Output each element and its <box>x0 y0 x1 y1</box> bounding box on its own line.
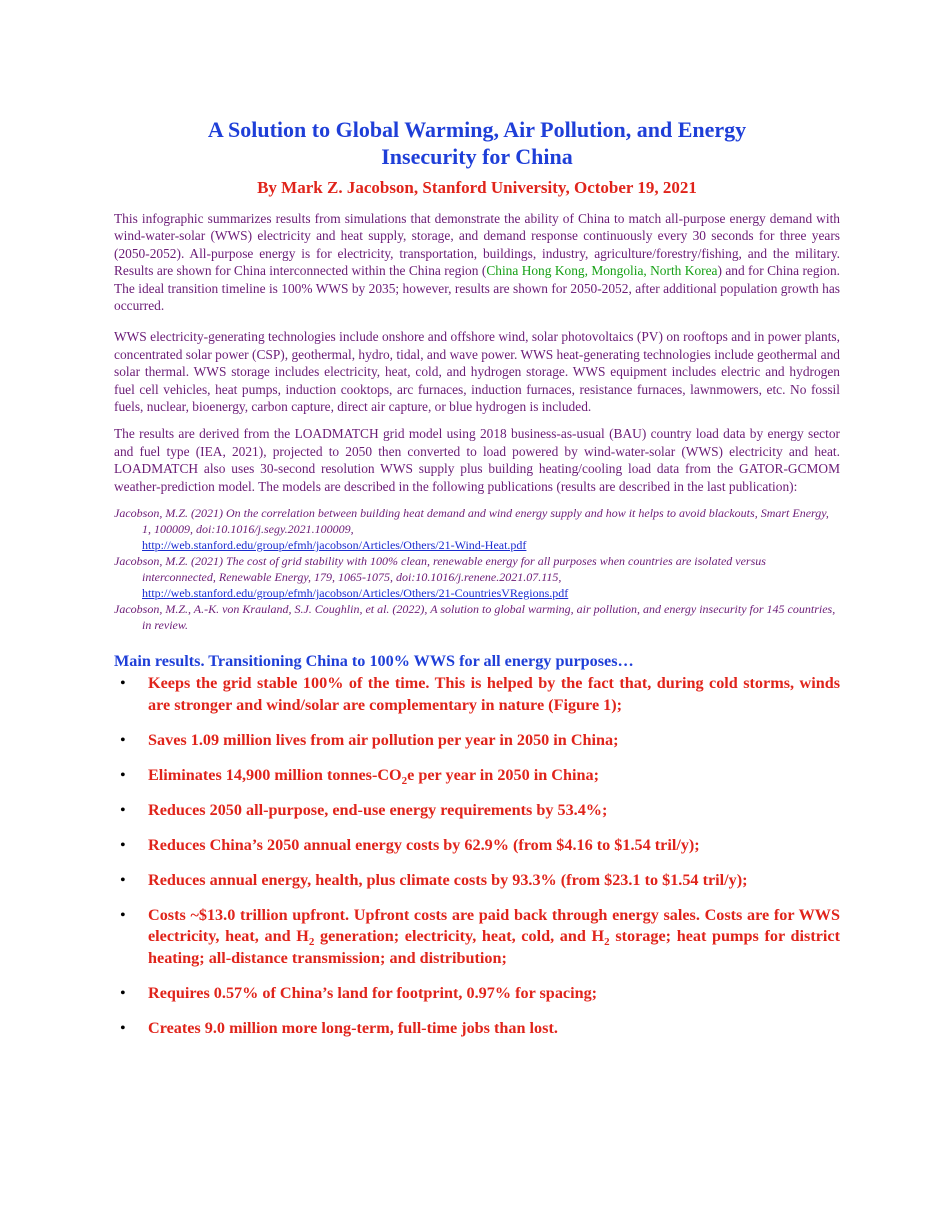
result-item <box>114 673 840 716</box>
result-text: Requires 0.57% of China’s land for footprint, 0.97% for spacing; <box>148 983 598 1002</box>
reference-text: Jacobson, M.Z. (2021) The cost of grid stability with 100% clean, renewable energy for all purposes when countries are isolated versus interconnected, Renewable Energy, 179, 1065-1075, doi:10.1016/j.renene.2021.07.115, <box>114 554 766 585</box>
bullet-icon: • <box>120 730 126 749</box>
intro-paragraph <box>114 210 840 314</box>
results-list <box>114 673 840 1039</box>
bullet-icon: • <box>120 1018 126 1037</box>
byline: By Mark Z. Jacobson, Stanford University, October 19, 2021 <box>257 178 697 197</box>
result-text: Keeps the grid stable 100% of the time. This is helped by the fact that, during cold storms, winds are stronger and wind/solar are complementary in nature (Figure 1); <box>148 674 840 714</box>
reference-link[interactable]: http://web.stanford.edu/group/efmh/jacobson/Articles/Others/21-Wind-Heat.pdf <box>142 538 527 553</box>
reference-item <box>114 553 840 601</box>
bullet-icon: • <box>120 674 126 693</box>
bullet-icon: • <box>120 983 126 1002</box>
result-item <box>114 730 840 752</box>
result-text: Reduces annual energy, health, plus climate costs by 93.3% (from $23.1 to $1.54 tril/y); <box>148 870 748 889</box>
subscript-2: 2 <box>308 936 315 949</box>
title-line-2: Insecurity for China <box>381 144 573 169</box>
result-text: Reduces 2050 all-purpose, end-use energy requirements by 53.4%; <box>148 800 608 819</box>
result-text: Reduces China’s 2050 annual energy costs by 62.9% (from $4.16 to $1.54 tril/y); <box>148 835 700 854</box>
result-text: Creates 9.0 million more long-term, full-time jobs than lost. <box>148 1018 558 1037</box>
methods-paragraph: The results are derived from the LOADMATCH grid model using 2018 business-as-usual (BAU) country load data by energy sector and fuel type (IEA, 2021), projected to 2050 then converted to load powered by wind-water-solar (WWS) electricity and heat. LOADMATCH also uses 30-second resolution WWS supply plus building heating/cooling load data from the GATOR-GCMOM weather-prediction model. The models are described in the following publications (results are described in the last publication): <box>114 426 840 494</box>
reference-item <box>114 505 840 553</box>
bullet-icon: • <box>120 905 126 924</box>
result-text: Eliminates 14,900 million tonnes-CO <box>148 765 402 784</box>
result-item <box>114 905 840 970</box>
bullet-icon: • <box>120 835 126 854</box>
references-list <box>114 505 840 633</box>
subscript-2: 2 <box>401 774 408 787</box>
intro-highlight-regions: China Hong Kong, Mongolia, North Korea <box>486 263 718 279</box>
page-title <box>114 116 840 170</box>
result-text-cont: generation; electricity, heat, cold, and H <box>314 927 605 946</box>
result-text: Costs ~$13.0 trillion upfront. Upfront costs are paid back through energy sales. Costs are for WWS electricity, heat, and H <box>148 905 840 946</box>
result-item <box>114 983 840 1005</box>
result-item <box>114 800 840 822</box>
bullet-icon: • <box>120 765 126 784</box>
title-line-1: A Solution to Global Warming, Air Pollution, and Energy <box>207 117 747 142</box>
reference-text: Jacobson, M.Z. (2021) On the correlation between building heat demand and wind energy supply and how it helps to avoid blackouts, Smart Energy, 1, 100009, doi:10.1016/j.segy.2021.100009, <box>114 506 829 537</box>
result-text-cont: storage; heat pumps for district heating; all-distance transmission; and distribution; <box>148 927 840 967</box>
result-item <box>114 1018 840 1040</box>
intro-text-after: ) and for China region. The ideal transition timeline is 100% WWS by 2035; however, results are shown for 2050-2052, after additional population growth has occurred. <box>114 263 840 314</box>
bullet-icon: • <box>120 870 126 889</box>
result-item <box>114 870 840 892</box>
subscript-2: 2 <box>604 936 610 949</box>
reference-text: Jacobson, M.Z., A.-K. von Krauland, S.J. Coughlin, et al. (2022), A solution to global warming, air pollution, and energy insecurity for 145 countries, in review. <box>114 602 836 633</box>
reference-item <box>114 601 840 633</box>
reference-link[interactable]: http://web.stanford.edu/group/efmh/jacobson/Articles/Others/21-CountriesVRegions.pdf <box>142 586 569 601</box>
bullet-icon: • <box>120 800 126 819</box>
result-text: Saves 1.09 million lives from air pollution per year in 2050 in China; <box>148 730 619 749</box>
intro-text-before: This infographic summarizes results from simulations that demonstrate the ability of China to match all-purpose energy demand with wind-water-solar (WWS) electricity and heat supply, storage, and demand response continuously every 30 seconds for three years (2050-2052). All-purpose energy is for electricity, transportation, buildings, industry, agriculture/forestry/fishing, and the military. Results are shown for China interconnected within the China region ( <box>114 211 840 279</box>
result-text-cont: e per year in 2050 in China; <box>407 765 599 784</box>
technologies-paragraph: WWS electricity-generating technologies include onshore and offshore wind, solar photovoltaics (PV) on rooftops and in power plants, concentrated solar power (CSP), geothermal, hydro, tidal, and wave power. WWS heat-generating technologies include geothermal and solar thermal. WWS storage includes electricity, heat, cold, and hydrogen storage. WWS equipment includes electric and hydrogen fuel cell vehicles, heat pumps, induction cooktops, arc furnaces, induction furnaces, resistance furnaces, lawnmowers, etc. No fossil fuels, nuclear, bioenergy, carbon capture, direct air capture, or blue hydrogen is included. <box>114 329 840 415</box>
main-results-heading: Main results. Transitioning China to 100% WWS for all energy purposes… <box>114 652 634 671</box>
result-item <box>114 765 840 787</box>
result-item <box>114 835 840 857</box>
